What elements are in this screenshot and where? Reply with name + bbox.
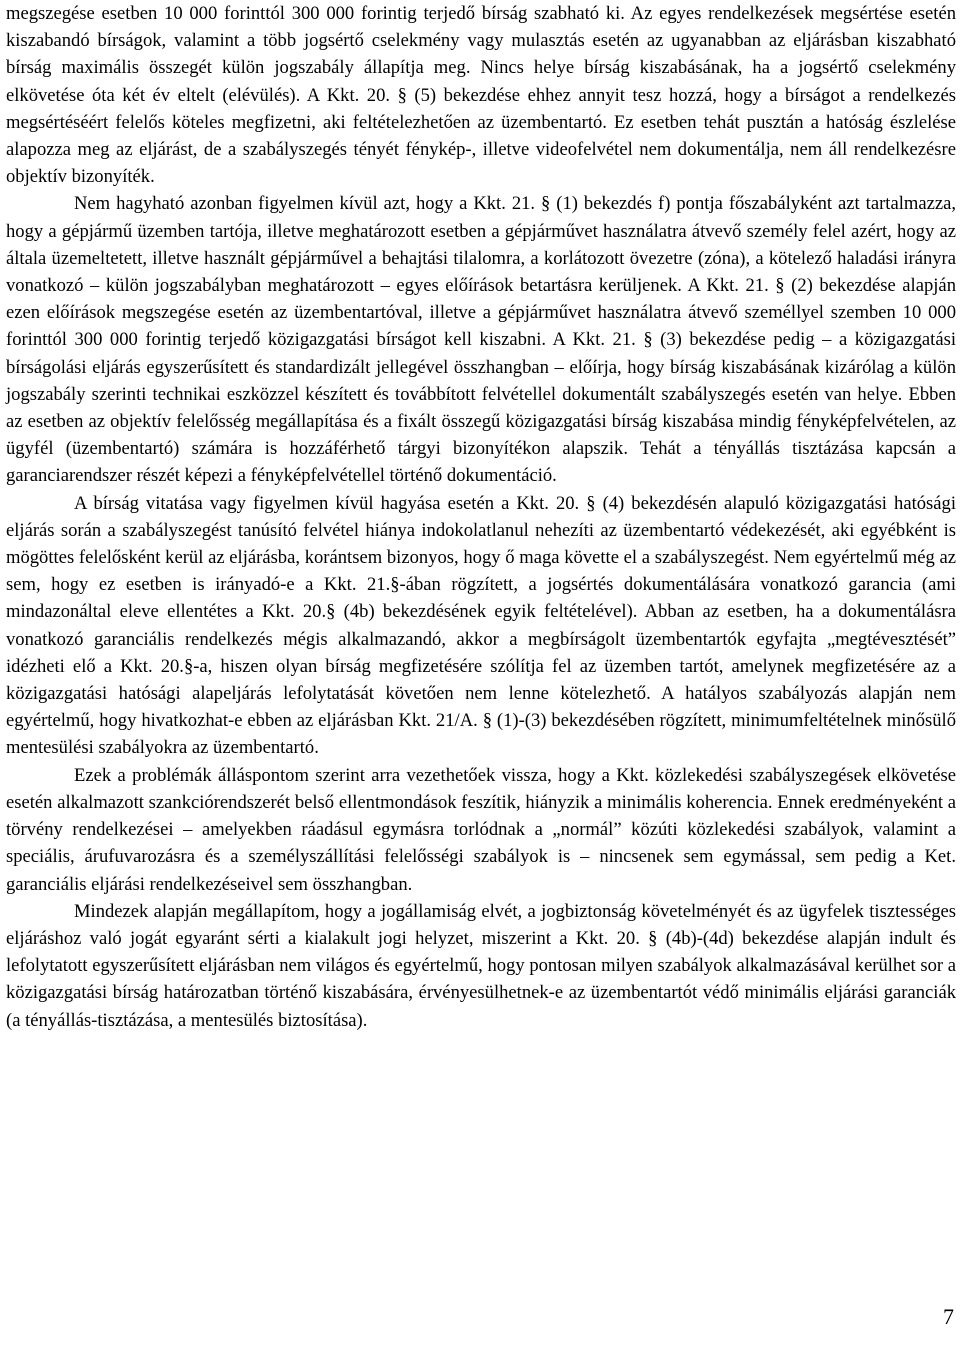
page-number: 7 [943,1304,954,1329]
paragraph-1: megszegése esetben 10 000 forinttól 300 000 forintig terjedő bírság szabható ki. Az egyes rendelkezések megsértése esetén kiszabandó bírságok, valamint a több jogsértő cselekmény vagy mulasztás esetén az ugyanabban az eljárásban kiszabható bírság maximális összegét külön jogszabály állapítja meg. Nincs helye bírság kiszabásának, ha a jogsértő cselekmény elkövetése óta két év eltelt (elévülés). A Kkt. 20. § (5) bekezdése ehhez annyit tesz hozzá, hogy a bírságot a rendelkezés megsértéséért felelős köteles megfizetni, aki feltételezhetően az üzembentartó. Ez esetben tehát pusztán a hatóság észlelése alapozza meg az eljárást, de a szabályszegés tényét fénykép-, illetve videofelvétel nem dokumentálja, nem áll rendelkezésre objektív bizonyíték. [6,3,956,188]
paragraph-2: Nem hagyható azonban figyelmen kívül azt, hogy a Kkt. 21. § (1) bekezdés f) pontja főszabályként azt tartalmazza, hogy a gépjármű üzemben tartója, illetve meghatározott esetben a gépjárművet használatra átvevő személy felel azért, hogy az általa üzemeltetett, illetve használt gépjárművel a behajtási tilalomra, a korlátozott övezetre (zóna), a kötelező haladási irányra vonatkozó – külön jogszabályban meghatározott – egyes előírások betartásra kerüljenek. A Kkt. 21. § (2) bekezdése alapján ezen előírások megszegése esetén az üzembentartóval, illetve a gépjárművet használatra átvevő személlyel szemben 10 000 forinttól 300 000 forintig terjedő közigazgatási bírságot kell kiszabni. A Kkt. 21. § (3) bekezdése pedig – a közigazgatási bírságolási eljárás egyszerűsített és standardizált jellegével összhangban – előírja, hogy bírság kiszabásának kizárólag a külön jogszabály szerinti technikai eszközzel készített és továbbított felvétellel dokumentált szabályszegés esetén van helye. Ebben az esetben az objektív felelősség megállapítása és a fixált összegű közigazgatási bírság kiszabása mindig fényképfelvételen, az ügyfél (üzembentartó) számára is hozzáférhető tárgyi bizonyítékon alapszik. Tehát a tényállás tisztázása kapcsán a garanciarendszer részét képezi a fényképfelvétellel történő dokumentáció. [6,193,956,487]
paragraph-4: Ezek a problémák álláspontom szerint arra vezethetőek vissza, hogy a Kkt. közlekedési szabályszegések elkövetése esetén alkalmazott szankciórendszerét belső ellentmondások feszítik, hiányzik a minimális koherencia. Ennek eredményeként a törvény rendelkezései – amelyekben ráadásul egymásra torlódnak a „normál” közúti közlekedési szabályok, valamint a speciális, árufuvarozásra és a személyszállítási felelősségi szabályok is – nincsenek sem egymással, sem pedig a Ket. garanciális eljárási rendelkezéseivel sem összhangban. [6,764,956,895]
document-body [6,0,956,1034]
paragraph-5: Mindezek alapján megállapítom, hogy a jogállamiság elvét, a jogbiztonság követelményét és az ügyfelek tisztességes eljáráshoz való jogát egyaránt sérti a kialakult jogi helyzet, miszerint a Kkt. 20. § (4b)-(4d) bekezdése alapján indult és lefolytatott egyszerűsített eljárásban nem világos és egyértelmű, hogy pontosan milyen szabályok alkalmazásával kerülhet sor a közigazgatási bírság határozatban történő kiszabására, érvényesülhetnek-e az üzembentartót védő minimális eljárási garanciák (a tényállás-tisztázása, a mentesülés biztosítása). [6,900,956,1031]
paragraph-3: A bírság vitatása vagy figyelmen kívül hagyása esetén a Kkt. 20. § (4) bekezdésén alapuló közigazgatási hatósági eljárás során a szabályszegést tanúsító felvétel hiánya indokolatlanul nehezíti az üzembentartó védekezését, aki egyébként is mögöttes felelősként kerül az eljárásba, korántsem bizonyos, hogy ő maga követte el a szabályszegést. Nem egyértelmű még az sem, hogy ez esetben is irányadó-e a Kkt. 21.§-ában rögzített, a jogsértés dokumentálására vonatkozó garancia (ami mindazonáltal eleve ellentétes a Kkt. 20.§ (4b) bekezdésének egyik feltételével). Abban az esetben, ha a dokumentálásra vonatkozó garanciális rendelkezés mégis alkalmazandó, akkor a megbírságolt üzembentartók egyfajta „megtévesztését” idézheti elő a Kkt. 20.§-a, hiszen olyan bírság megfizetésére szólítja fel az üzemben tartót, amelynek megfizetésére az a közigazgatási hatósági alapeljárás lefolytatását követően nem lenne kötelezhető. A hatályos szabályozás alapján nem egyértelmű, hogy hivatkozhat-e ebben az eljárásban Kkt. 21/A. § (1)-(3) bekezdésében rögzített, minimumfeltételnek minősülő mentesülési szabályokra az üzembentartó. [6,492,956,759]
